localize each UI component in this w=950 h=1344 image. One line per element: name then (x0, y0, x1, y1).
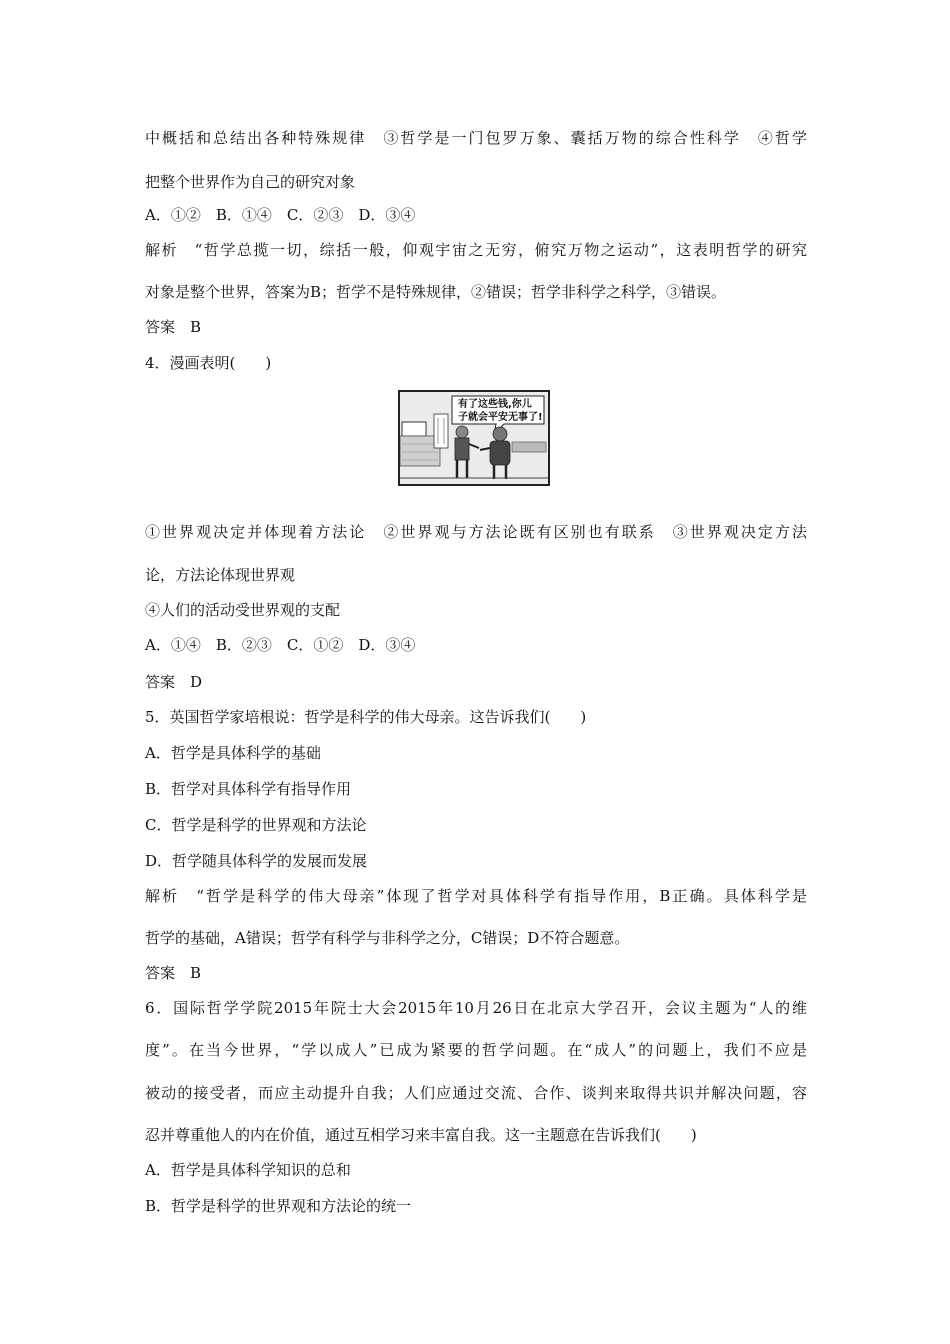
option-c: C．哲学是科学的世界观和方法论 (145, 816, 367, 834)
answer-label: 答案 B (145, 964, 202, 982)
answer-options: A．①④ B．②③ C．①② D．③④ (145, 636, 416, 654)
option-a: A．哲学是具体科学的基础 (145, 744, 321, 762)
question-6: 6．国际哲学学院2015年院士大会2015年10月26日在北京大学召开，会议主题为“人的维 (145, 999, 807, 1017)
speech-bubble-line: 子就会平安无事了! (458, 412, 543, 423)
question-6: 被动的接受者，而应主动提升自我；人们应通过交流、合作、谈判来取得共识并解决问题，容 (145, 1084, 807, 1102)
option-a: A．哲学是具体科学知识的总和 (145, 1161, 351, 1179)
answer-options: A．①② B．①④ C．②③ D．③④ (145, 206, 416, 224)
option-b: B．哲学对具体科学有指导作用 (145, 780, 352, 798)
text-line: 把整个世界作为自己的研究对象 (145, 173, 356, 191)
cartoon-image (398, 390, 550, 486)
statement-options: ④人们的活动受世界观的支配 (145, 601, 341, 619)
statement-options: ①世界观决定并体现着方法论 ②世界观与方法论既有区别也有联系 ③世界观决定方法 (145, 523, 807, 541)
question-6: 度”。在当今世界，“学以成人”已成为紧要的哲学问题。在“成人”的问题上，我们不应是 (145, 1041, 807, 1059)
analysis-text: 对象是整个世界，答案为B；哲学不是特殊规律，②错误；哲学非科学之科学，③错误。 (145, 283, 727, 301)
option-d: D．哲学随具体科学的发展而发展 (145, 852, 368, 870)
statement-options: 论，方法论体现世界观 (145, 566, 296, 584)
text-line: 中概括和总结出各种特殊规律 ③哲学是一门包罗万象、囊括万物的综合性科学 ④哲学 (145, 129, 807, 147)
question-6: 忍并尊重他人的内在价值，通过互相学习来丰富自我。这一主题意在告诉我们( ) (145, 1126, 697, 1144)
analysis-text: 解析 “哲学总揽一切，综括一般，仰观宇宙之无穷，俯究万物之运动”，这表明哲学的研究 (145, 241, 807, 259)
answer-label: 答案 D (145, 673, 203, 691)
answer-label: 答案 B (145, 318, 202, 336)
cartoon-illustration (400, 392, 548, 484)
question-4: 4．漫画表明( ) (145, 354, 272, 372)
speech-bubble-line: 有了这些钱,你儿 (458, 399, 532, 410)
question-5: 5．英国哲学家培根说：哲学是科学的伟大母亲。这告诉我们( ) (145, 708, 587, 726)
analysis-text: 解析 “哲学是科学的伟大母亲”体现了哲学对具体科学有指导作用，B正确。具体科学是 (145, 887, 807, 905)
analysis-text: 哲学的基础，A错误；哲学有科学与非科学之分，C错误；D不符合题意。 (145, 929, 630, 947)
option-b: B．哲学是科学的世界观和方法论的统一 (145, 1197, 412, 1215)
